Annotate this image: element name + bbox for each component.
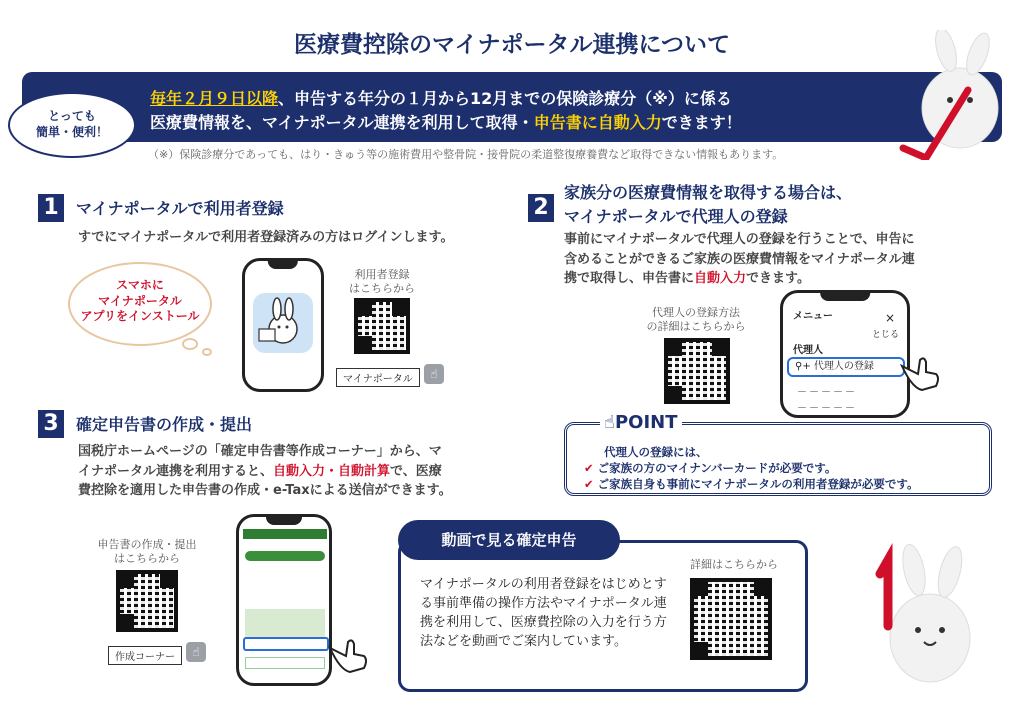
- step1-qr-label-2: はこちらから: [349, 281, 415, 295]
- corner-link-icon[interactable]: ☝: [186, 642, 206, 662]
- cloud-line-2: マイナポータル: [98, 293, 182, 308]
- step2-number: 2: [528, 194, 554, 222]
- banner-line2-start: 医療費情報を、マイナポータル連携を利用して取得・: [150, 113, 534, 132]
- cloud-tail-2: [202, 348, 212, 356]
- phone-close-label[interactable]: とじる: [871, 330, 899, 340]
- speech-bubble: [8, 92, 136, 158]
- step2-text-1: 事前にマイナポータルで代理人の登録を行うことで、申告に: [564, 232, 915, 247]
- bubble-line-1: とっても: [48, 109, 96, 123]
- banner-highlight: 申告書に自動入力: [533, 113, 662, 132]
- mynaportal-button[interactable]: マイナポータル: [336, 368, 420, 387]
- pointing-hand-icon: [896, 352, 942, 392]
- phone-dashes-1: －－－－－: [797, 387, 857, 398]
- banner-line2-end: できます！: [661, 113, 742, 132]
- app-link-icon[interactable]: ☝: [424, 364, 444, 384]
- page-title: 医療費控除のマイナポータル連携について: [293, 32, 731, 58]
- step2-heading-2: マイナポータルで代理人の登録: [564, 207, 788, 226]
- cloud-line-3: アプリをインストール: [80, 309, 200, 324]
- cloud-tail-1: [182, 338, 198, 350]
- point-line-2-text: ご家族の方のマイナンバーカードが必要です。: [597, 461, 837, 475]
- point-line-3-text: ご家族自身も事前にマイナポータルの利用者登録が必要です。: [597, 477, 919, 491]
- step1-qr-label-1: 利用者登録: [354, 268, 410, 281]
- step1-qr-code[interactable]: [354, 298, 410, 354]
- check-icon: ✔: [584, 477, 594, 491]
- hand-icon: ☝: [604, 412, 615, 433]
- banner-line1-rest: 、申告する年分の１月から12月までの保険診療分（※）に係る: [278, 89, 732, 108]
- step2-qr-label-1: 代理人の登録方法: [652, 306, 740, 319]
- step3-qr-label-2: はこちらから: [114, 551, 180, 565]
- banner-date: 毎年２月９日以降: [150, 89, 279, 108]
- phone-dashes-2: －－－－－: [797, 403, 857, 414]
- point-line-1: 代理人の登録には、: [604, 445, 708, 459]
- step2-qr-code[interactable]: [664, 338, 730, 404]
- point-line-2: [584, 460, 836, 476]
- point-title-text: POINT: [614, 412, 678, 433]
- step3-qr-label-1: 申告書の作成・提出: [97, 538, 197, 551]
- step2-qr-label: [636, 306, 756, 334]
- step2-text: [564, 230, 915, 289]
- step2-text-2: 含めることができるご家族の医療費情報をマイナポータル連: [564, 251, 915, 267]
- step3-text-2-end: で、医療: [390, 463, 442, 479]
- cloud-line-1: スマホに: [116, 278, 164, 292]
- step2-heading-1: 家族分の医療費情報を取得する場合は、: [564, 183, 853, 202]
- step2-qr-label-2: の詳細はこちらから: [646, 319, 746, 333]
- step1-heading: マイナポータルで利用者登録: [76, 199, 284, 218]
- rabbit-app-icon: [253, 293, 313, 353]
- step2-text-3-start: 携で取得し、申告書に: [564, 271, 695, 286]
- banner-note: （※）保険診療分であっても、はり・きゅう等の施術費用や整骨院・接骨院の柔道整復療養費など取得できない情報もあります。: [148, 148, 784, 161]
- phone-mockup-2: [780, 290, 910, 418]
- video-tab: 動画で見る確定申告: [398, 520, 620, 560]
- point-line-3: [584, 476, 919, 492]
- step3-highlight: 自動入力・自動計算: [273, 463, 391, 479]
- step3-text-3: 費控除を適用した申告書の作成・e-Taxによる送信ができます。: [78, 483, 452, 498]
- video-qr-code[interactable]: [690, 578, 772, 660]
- step1-number: 1: [38, 194, 64, 222]
- sakusei-corner-button[interactable]: 作成コーナー: [108, 646, 182, 665]
- pointing-hand-icon: [326, 636, 368, 674]
- add-user-icon: ⚲+: [795, 361, 814, 372]
- install-cloud: [68, 262, 212, 346]
- banner-line-1: [150, 86, 732, 109]
- step3-heading: 確定申告書の作成・提出: [76, 415, 253, 434]
- step2-text-3: [564, 269, 915, 289]
- step3-text-2-start: イナポータル連携を利用すると、: [78, 463, 274, 479]
- step2-highlight: 自動入力: [694, 271, 747, 286]
- bubble-line-2: 簡単・便利！: [35, 125, 108, 140]
- register-agent-label: 代理人の登録: [813, 361, 874, 372]
- video-text: マイナポータルの利用者登録をはじめとする事前準備の操作方法やマイナポータル連携を利用して、医療費控除の入力を行う方法などを動画でご案内しています。: [420, 577, 667, 649]
- close-icon[interactable]: ×: [884, 311, 895, 325]
- step3-qr-code[interactable]: [116, 570, 178, 632]
- step2-text-3-end: できます。: [746, 271, 810, 286]
- step3-text-2: [78, 462, 452, 482]
- phone-section-label: 代理人: [793, 345, 823, 356]
- app-icon: [253, 293, 313, 353]
- step3-number: 3: [38, 410, 64, 438]
- video-qr-label: 詳細はこちらから: [690, 558, 778, 571]
- step3-text: [78, 442, 452, 501]
- step3-qr-label: [92, 538, 202, 566]
- phone-mockup-1: [242, 258, 324, 392]
- phone-menu-label: メニュー: [793, 311, 833, 322]
- mascot-rabbit-top: [898, 30, 1008, 160]
- phone-green-pill: [245, 551, 325, 561]
- step3-text-1: 国税庁ホームページの「確定申告書等作成コーナー」から、マ: [78, 444, 442, 459]
- phone-row-2: [245, 657, 325, 669]
- phone-highlight-row: [243, 637, 329, 651]
- phone-banner: [245, 609, 325, 639]
- check-icon: ✔: [584, 461, 594, 475]
- phone-header-bar: [243, 529, 327, 539]
- banner-line-2: [150, 110, 742, 133]
- phone-mockup-3: [236, 514, 332, 686]
- register-agent-button[interactable]: [787, 357, 905, 377]
- point-title: [600, 412, 682, 433]
- mascot-rabbit-bottom: [866, 540, 986, 700]
- step1-text: すでにマイナポータルで利用者登録済みの方はログインします。: [78, 230, 454, 245]
- step1-qr-label: [344, 268, 420, 296]
